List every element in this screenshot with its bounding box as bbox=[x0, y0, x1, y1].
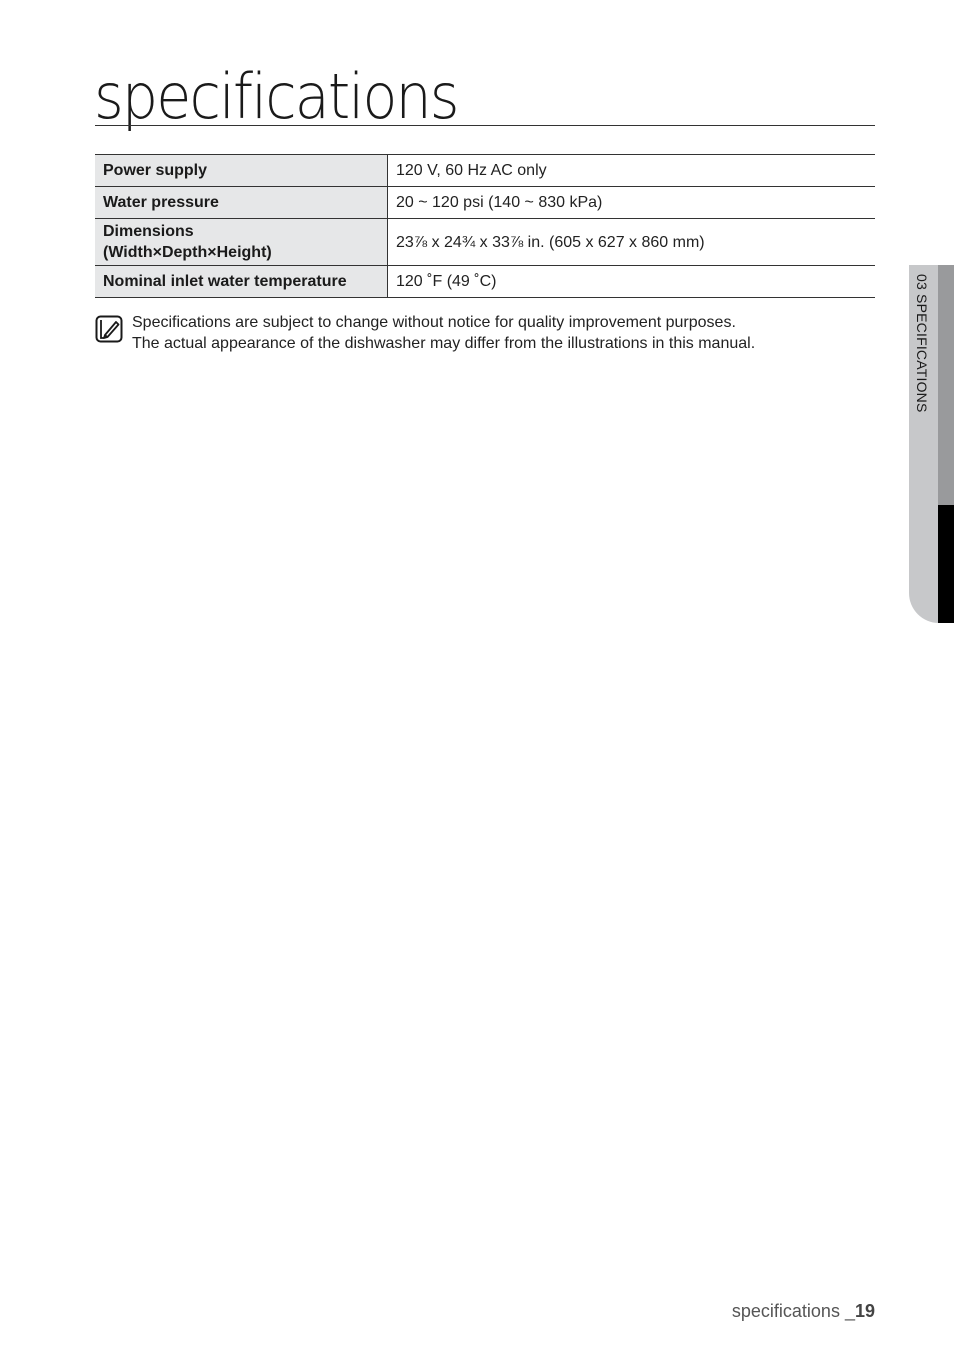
note-pencil-icon bbox=[95, 315, 123, 343]
spec-value: 120 V, 60 Hz AC only bbox=[388, 155, 876, 187]
spec-label-line: (Width×Depth×Height) bbox=[103, 244, 272, 261]
note-line: Specifications are subject to change without notice for quality improvement purposes. bbox=[132, 314, 736, 331]
spec-label: Power supply bbox=[95, 155, 388, 187]
table-row bbox=[95, 187, 875, 219]
spec-value: 20 ~ 120 psi (140 ~ 830 kPa) bbox=[388, 187, 876, 219]
chapter-label: 03 SPECIFICATIONS bbox=[914, 274, 930, 413]
table-row bbox=[95, 155, 875, 187]
spec-value: 23⅞ x 24¾ x 33⅞ in. (605 x 627 x 860 mm) bbox=[388, 219, 876, 266]
spec-label: Water pressure bbox=[95, 187, 388, 219]
page-footer bbox=[732, 1301, 875, 1322]
footer-label: specifications _ bbox=[731, 1301, 855, 1321]
page-number: 19 bbox=[854, 1301, 875, 1321]
side-tab-stripe-dark bbox=[938, 505, 954, 623]
table-row bbox=[95, 266, 875, 298]
spec-label: Nominal inlet water temperature bbox=[95, 266, 388, 298]
side-tab-stripe-light bbox=[938, 265, 954, 505]
note-line: The actual appearance of the dishwasher may differ from the illustrations in this manual. bbox=[132, 335, 756, 352]
title-rule bbox=[95, 125, 875, 126]
specifications-table bbox=[95, 154, 875, 298]
page-title: specifications bbox=[94, 60, 458, 133]
spec-label bbox=[95, 219, 388, 266]
table-row bbox=[95, 219, 875, 266]
spec-value: 120 ˚F (49 ˚C) bbox=[388, 266, 876, 298]
spec-label-line: Dimensions bbox=[103, 223, 194, 240]
